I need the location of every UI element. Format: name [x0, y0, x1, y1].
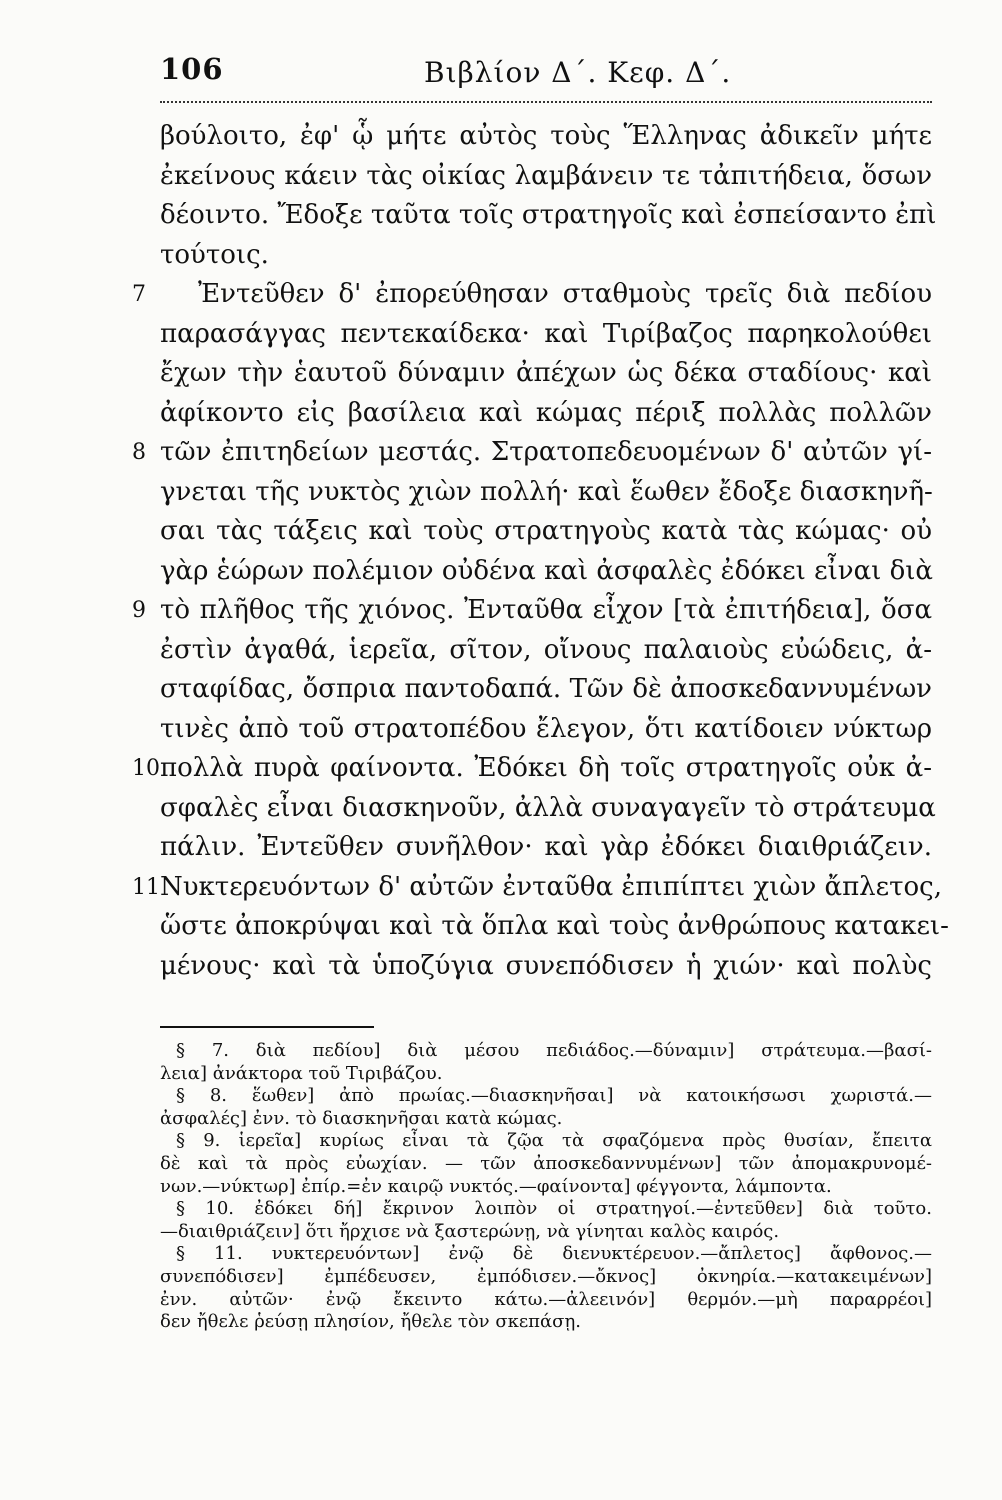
text-line: ἐκείνους κάειν τὰς οἰκίας λαμβάνειν τε τἀπιτήδεια, ὅσων	[160, 160, 932, 191]
section-number: 7	[132, 282, 146, 307]
header-divider	[160, 101, 932, 103]
running-head: Βιβλίον Δ΄. Κεφ. Δ΄.	[424, 56, 732, 89]
text-line	[132, 868, 942, 908]
text-line: ἐστὶν ἀγαθά, ἱερεῖα, σῖτον, οἴνους παλαιοὺς εὐώδεις, ἀ-	[160, 634, 932, 665]
footnote-line: ἐνν. αὐτῶν· ἐνῷ ἔκειντο κάτω.—ἀλεεινόν] θερμόν.—μὴ παραρρέοι]	[160, 1288, 932, 1310]
text-line: πάλιν. Ἐντεῦθεν συνῆλθον· καὶ γὰρ ἐδόκει διαιθριάζειν.	[160, 832, 932, 862]
footnote-line: δεν ἤθελε ῥεύσῃ πλησίον, ἤθελε τὸν σκεπάσῃ.	[160, 1311, 581, 1333]
text-line-content: πολλὰ πυρὰ φαίνοντα. Ἐδόκει δὴ τοῖς στρατηγοῖς οὐκ ἀ-	[160, 753, 932, 783]
footnote-line: § 11. νυκτερευόντων] ἐνῷ δὲ διενυκτέρευον.—ἄπλετος] ἄφθονος.—	[176, 1243, 932, 1265]
text-line: ὥστε ἀποκρύψαι καὶ τὰ ὅπλα καὶ τοὺς ἀνθρώπους κατακει-	[160, 911, 949, 941]
text-line-content: Ἐντεῦθεν δ' ἐπορεύθησαν σταθμοὺς τρεῖς διὰ πεδίου	[198, 279, 932, 309]
text-line: τούτοις.	[160, 239, 269, 270]
footnote-line: § 9. ἱερεῖα] κυρίως εἶναι τὰ ζῷα τὰ σφαζόμενα πρὸς θυσίαν, ἔπειτα	[176, 1130, 932, 1152]
section-number: 8	[132, 440, 146, 465]
footnotes	[160, 1040, 932, 1334]
footnote-divider	[160, 1026, 374, 1028]
section-number: 9	[132, 598, 146, 623]
footnote-line: συνεπόδισεν] ἐμπέδευσεν, ἐμπόδισεν.—ὄκνος] ὀκνηρία.—κατακειμένων]	[160, 1265, 932, 1287]
section-number: 10	[132, 756, 160, 781]
main-text	[132, 117, 949, 986]
page-number: 106	[160, 52, 224, 86]
text-line: ἀφίκοντο εἰς βασίλεια καὶ κώμας πέριξ πολλὰς πολλῶν	[160, 397, 932, 428]
text-line	[132, 749, 932, 789]
text-line-content: Νυκτερευόντων δ' αὐτῶν ἐνταῦθα ἐπιπίπτει χιὼν ἄπλετος,	[160, 871, 942, 902]
footnote-line: § 8. ἕωθεν] ἀπὸ πρωίας.—διασκηνῆσαι] νὰ κατοικήσωσι χωριστά.—	[176, 1085, 932, 1107]
text-line-content: τὸ πλῆθος τῆς χιόνος. Ἐνταῦθα εἶχον [τὰ ἐπιτήδεια], ὅσα	[160, 595, 932, 625]
footnote-line: ἀσφαλές] ἐνν. τὸ διασκηνῆσαι κατὰ κώμας.	[160, 1107, 563, 1129]
footnote-line: δὲ καὶ τὰ πρὸς εὐωχίαν. — τῶν ἀποσκεδαννυμένων] τῶν ἀπομακρυνομέ-	[160, 1152, 932, 1174]
text-line	[132, 433, 932, 473]
text-line: γὰρ ἑώρων πολέμιον οὐδένα καὶ ἀσφαλὲς ἐδόκει εἶναι διὰ	[160, 555, 933, 586]
text-line: βούλοιτο, ἐφ' ᾧ μήτε αὐτὸς τοὺς Ἕλληνας ἀδικεῖν μήτε	[160, 121, 932, 151]
text-line: δέοιντο. Ἔδοξε ταῦτα τοῖς στρατηγοῖς καὶ ἐσπείσαντο ἐπὶ	[160, 200, 937, 230]
text-line: γνεται τῆς νυκτὸς χιὼν πολλή· καὶ ἕωθεν ἔδοξε διασκηνῆ-	[160, 476, 933, 507]
text-line: σφαλὲς εἶναι διασκηνοῦν, ἀλλὰ συναγαγεῖν τὸ στράτευμα	[160, 792, 936, 823]
text-line	[132, 275, 932, 315]
text-line: σαι τὰς τάξεις καὶ τοὺς στρατηγοὺς κατὰ τὰς κώμας· οὐ	[160, 516, 932, 546]
text-line: σταφίδας, ὄσπρια παντοδαπά. Τῶν δὲ ἀποσκεδαννυμένων	[160, 674, 932, 704]
text-line-content: τῶν ἐπιτηδείων μεστάς. Στρατοπεδευομένων δ' αὐτῶν γί-	[160, 437, 932, 467]
text-line: ἔχων τὴν ἑαυτοῦ δύναμιν ἀπέχων ὡς δέκα σταδίους· καὶ	[160, 358, 932, 388]
text-line	[132, 591, 932, 631]
footnote-line: § 7. διὰ πεδίου] διὰ μέσου πεδιάδος.—δύναμιν] στράτευμα.—βασί-	[176, 1040, 932, 1061]
footnote-line: λεια] ἀνάκτορα τοῦ Τιριβάζου.	[160, 1062, 443, 1084]
page-header	[160, 52, 932, 100]
footnote-line: —διαιθριάζειν] ὅτι ἤρχισε νὰ ξαστερώνῃ, νὰ γίνηται καλὸς καιρός.	[160, 1220, 780, 1242]
footnote-line: § 10. ἐδόκει δή] ἔκρινον λοιπὸν οἱ στρατηγοί.—ἐντεῦθεν] διὰ τοῦτο.	[176, 1198, 932, 1220]
text-line: μένους· καὶ τὰ ὑποζύγια συνεπόδισεν ἡ χιών· καὶ πολὺς	[160, 950, 932, 981]
text-line: τινὲς ἀπὸ τοῦ στρατοπέδου ἔλεγον, ὅτι κατίδοιεν νύκτωρ	[160, 713, 932, 744]
section-number: 11	[132, 874, 160, 900]
text-line: παρασάγγας πεντεκαίδεκα· καὶ Τιρίβαζος παρηκολούθει	[160, 318, 932, 349]
footnote-line: νων.—νύκτωρ] ἐπίρ.=ἐν καιρῷ νυκτός.—φαίνοντα] φέγγοντα, λάμποντα.	[160, 1175, 832, 1197]
